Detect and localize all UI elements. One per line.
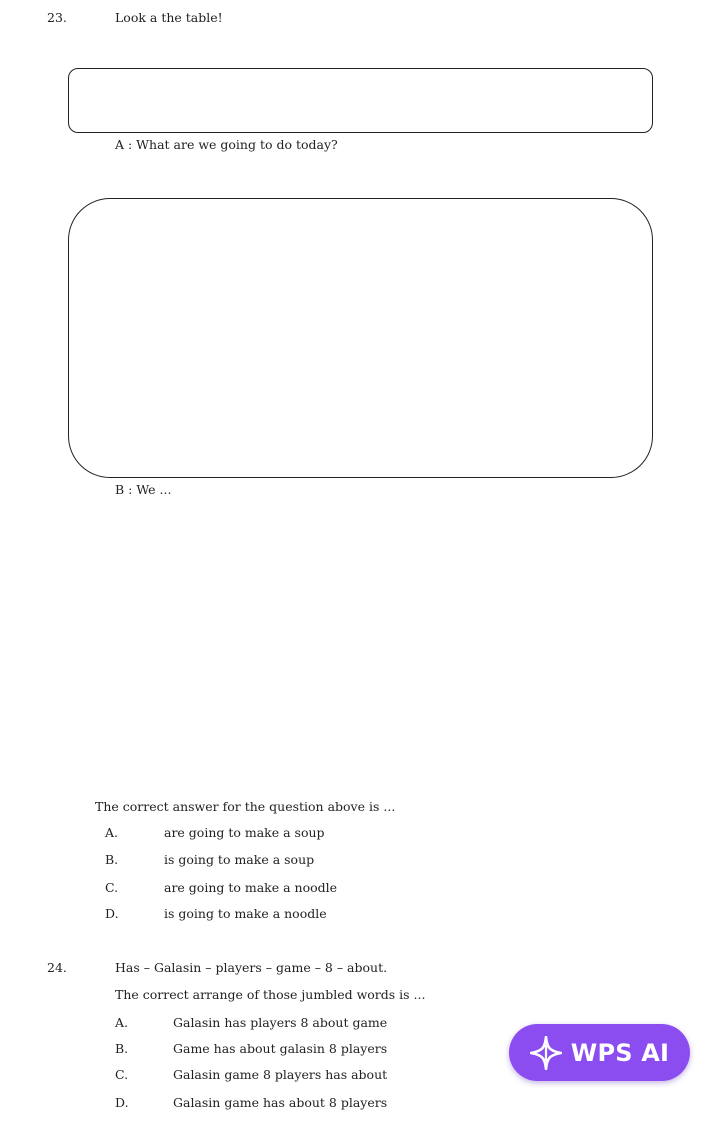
question-23-stem: The correct answer for the question above is ... — [95, 799, 396, 814]
sparkle-icon — [530, 1036, 562, 1070]
option-24-b-letter: B. — [115, 1041, 129, 1056]
option-23-c-text: are going to make a noodle — [164, 880, 338, 895]
wps-ai-button[interactable] — [509, 1024, 690, 1081]
dialog-line-b: B : We ... — [115, 482, 172, 497]
option-23-b-text: is going to make a soup — [164, 852, 315, 867]
dialog-line-a: A : What are we going to do today? — [115, 137, 338, 152]
option-23-d-letter: D. — [105, 906, 119, 921]
question-24-number: 24. — [47, 960, 67, 975]
wps-ai-label: WPS AI — [570, 1038, 670, 1067]
option-23-a-letter: A. — [105, 825, 119, 840]
option-24-a-letter: A. — [115, 1015, 129, 1030]
option-23-d-text: is going to make a noodle — [164, 906, 327, 921]
option-23-b-letter: B. — [105, 852, 119, 867]
option-24-a-text: Galasin has players 8 about game — [173, 1015, 388, 1030]
option-24-b-text: Game has about galasin 8 players — [173, 1041, 388, 1056]
option-23-c-letter: C. — [105, 880, 119, 895]
option-23-a-text: are going to make a soup — [164, 825, 325, 840]
option-24-d-text: Galasin game has about 8 players — [173, 1095, 388, 1110]
question-23-number: 23. — [47, 10, 67, 25]
table-box-main — [68, 198, 653, 478]
option-24-d-letter: D. — [115, 1095, 129, 1110]
question-24-stem: The correct arrange of those jumbled words is ... — [115, 987, 426, 1002]
question-23-prompt: Look a the table! — [115, 10, 223, 25]
option-24-c-text: Galasin game 8 players has about — [173, 1067, 388, 1082]
table-box-top — [68, 68, 653, 133]
option-24-c-letter: C. — [115, 1067, 129, 1082]
question-24-words: Has – Galasin – players – game – 8 – about. — [115, 960, 388, 975]
